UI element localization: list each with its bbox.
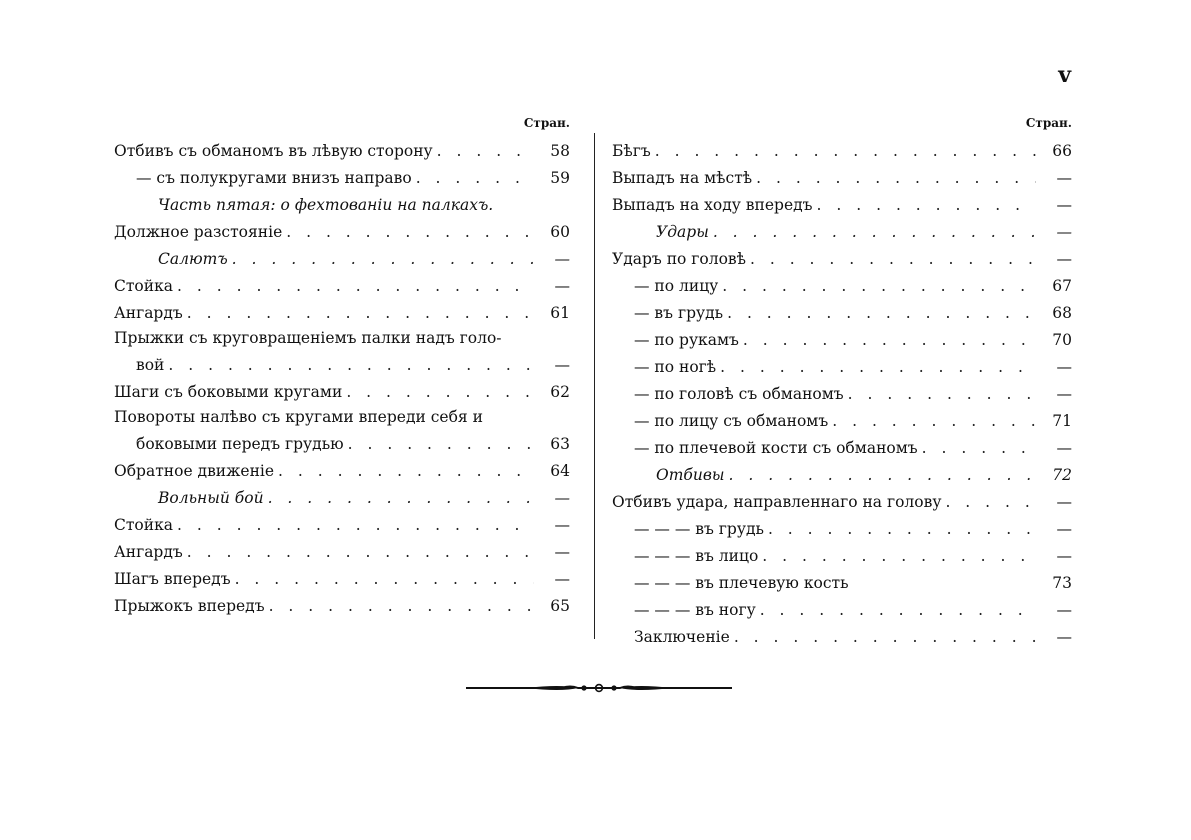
toc-entry xyxy=(612,404,1072,431)
toc-entry xyxy=(114,215,570,242)
toc-entry-page: — xyxy=(1056,520,1072,538)
toc-entry xyxy=(612,188,1072,215)
toc-entry-page: — xyxy=(1056,439,1072,457)
toc-entry xyxy=(114,161,570,188)
dot-leader xyxy=(941,492,1036,512)
toc-entry xyxy=(612,350,1072,377)
toc-entry-page: 71 xyxy=(1052,412,1072,430)
dot-leader xyxy=(433,141,534,161)
dot-leader xyxy=(844,384,1036,404)
toc-entry-title: Ангардъ xyxy=(114,543,183,561)
toc-entry-title: Стойка xyxy=(114,516,174,534)
toc-entry xyxy=(114,188,570,215)
toc-entry xyxy=(612,377,1072,404)
toc-entry-page: — xyxy=(1056,196,1072,214)
column-divider xyxy=(594,133,595,639)
toc-entry-title: Должное разстояніе xyxy=(114,223,283,241)
toc-entry xyxy=(114,402,570,427)
toc-entry-page: — xyxy=(554,250,570,268)
toc-entry-page: 61 xyxy=(550,304,570,322)
toc-entry xyxy=(612,134,1072,161)
dot-leader xyxy=(342,382,534,402)
toc-entry xyxy=(114,508,570,535)
toc-entry-title: — съ полукругами внизъ направо xyxy=(136,169,412,187)
toc-entry-page: 60 xyxy=(550,223,570,241)
toc-entry-title: — — — въ ногу xyxy=(634,601,756,619)
toc-entry-page: — xyxy=(554,516,570,534)
toc-entry xyxy=(612,512,1072,539)
toc-entry-page: — xyxy=(554,277,570,295)
toc-entry xyxy=(612,485,1072,512)
toc-entry-title: — — — въ лицо xyxy=(634,547,759,565)
dot-leader xyxy=(412,168,534,188)
toc-entry-title: — въ грудь xyxy=(634,304,724,322)
toc-entry-title: Прыжки съ круговращеніемъ палки надъ голо- xyxy=(114,329,502,347)
toc-entry-title: Удары xyxy=(656,223,709,241)
toc-entry-title: Отбивъ удара, направленнаго на голову xyxy=(612,493,942,511)
toc-entry xyxy=(612,269,1072,296)
toc-entry xyxy=(114,323,570,348)
toc-entry xyxy=(114,481,570,508)
toc-right-rows xyxy=(612,134,1072,647)
toc-entry-title: Часть пятая: о фехтованіи на палкахъ. xyxy=(158,196,494,214)
toc-entry-title: — по плечевой кости съ обманомъ xyxy=(634,439,918,457)
dot-leader xyxy=(828,411,1036,431)
toc-entry-page: — xyxy=(1056,169,1072,187)
toc-entry-title: вой xyxy=(136,356,165,374)
toc-entry-page: — xyxy=(1056,493,1072,511)
toc-entry xyxy=(612,161,1072,188)
dot-leader xyxy=(173,515,534,535)
dot-leader xyxy=(723,303,1036,323)
toc-entry-page: 66 xyxy=(1052,142,1072,160)
toc-entry xyxy=(114,348,570,375)
dot-leader xyxy=(718,276,1036,296)
dot-leader xyxy=(725,465,1037,485)
toc-entry-title: Бѣгъ xyxy=(612,142,651,160)
dot-leader xyxy=(730,627,1036,647)
dot-leader xyxy=(758,546,1036,566)
toc-right-column xyxy=(612,112,1072,647)
dot-leader xyxy=(709,222,1036,242)
dot-leader xyxy=(716,357,1036,377)
page-column-header: Стран. xyxy=(523,116,570,130)
toc-entry-title: Стойка xyxy=(114,277,174,295)
toc-entry-page: 64 xyxy=(550,462,570,480)
toc-entry-page: — xyxy=(1056,628,1072,646)
dot-leader xyxy=(164,355,534,375)
toc-entry-title: Шаги съ боковыми кругами xyxy=(114,383,343,401)
toc-entry xyxy=(114,454,570,481)
toc-entry xyxy=(612,323,1072,350)
page-column-header: Стран. xyxy=(1025,116,1072,130)
dot-leader xyxy=(344,434,534,454)
toc-entry xyxy=(114,589,570,616)
toc-entry-page: 72 xyxy=(1052,466,1072,484)
dot-leader xyxy=(756,600,1036,620)
toc-entry-page: 59 xyxy=(550,169,570,187)
toc-entry-title: Ангардъ xyxy=(114,304,183,322)
toc-entry xyxy=(612,431,1072,458)
toc-entry-page: — xyxy=(554,570,570,588)
toc-entry-page: — xyxy=(1056,385,1072,403)
toc-entry-title: — по ногѣ xyxy=(634,358,717,376)
toc-entry-page: 62 xyxy=(550,383,570,401)
toc-entry-title: Выпадъ на мѣстѣ xyxy=(612,169,753,187)
toc-entry xyxy=(114,375,570,402)
dot-leader xyxy=(173,276,534,296)
dot-leader xyxy=(651,141,1036,161)
toc-entry xyxy=(114,427,570,454)
dot-leader xyxy=(228,249,534,269)
toc-entry xyxy=(612,566,1072,593)
toc-entry-page: — xyxy=(1056,358,1072,376)
toc-entry-title: Отбивы xyxy=(656,466,725,484)
toc-entry-title: Выпадъ на ходу впередъ xyxy=(612,196,813,214)
toc-entry xyxy=(612,539,1072,566)
toc-entry xyxy=(114,134,570,161)
toc-entry xyxy=(612,215,1072,242)
toc-entry-page: — xyxy=(554,543,570,561)
dot-leader xyxy=(265,596,534,616)
dot-leader xyxy=(183,303,534,323)
toc-entry xyxy=(612,458,1072,485)
toc-entry-title: Ударъ по головѣ xyxy=(612,250,746,268)
toc-entry-page: 70 xyxy=(1052,331,1072,349)
toc-entry-page: — xyxy=(554,489,570,507)
toc-entry-title: — по лицу съ обманомъ xyxy=(634,412,829,430)
toc-entry-title: — по лицу xyxy=(634,277,719,295)
dot-leader xyxy=(918,438,1036,458)
toc-entry-page: 65 xyxy=(550,597,570,615)
toc-entry xyxy=(612,296,1072,323)
toc-entry-title: боковыми передъ грудью xyxy=(136,435,344,453)
toc-entry-page: 73 xyxy=(1052,574,1072,592)
toc-entry-title: — — — въ грудь xyxy=(634,520,764,538)
dot-leader xyxy=(274,461,534,481)
toc-left-rows xyxy=(114,134,570,616)
dot-leader xyxy=(752,168,1036,188)
toc-entry-title: Отбивъ съ обманомъ въ лѣвую сторону xyxy=(114,142,433,160)
dot-leader xyxy=(183,542,534,562)
toc-entry-page: — xyxy=(1056,223,1072,241)
page-number: v xyxy=(1058,62,1071,88)
toc-entry xyxy=(114,535,570,562)
toc-entry-title: Заключеніе xyxy=(634,628,730,646)
toc-entry-page: — xyxy=(1056,250,1072,268)
dot-leader xyxy=(282,222,534,242)
toc-entry-title: Шагъ впередъ xyxy=(114,570,231,588)
dot-leader xyxy=(231,569,534,589)
toc-entry-page: 63 xyxy=(550,435,570,453)
toc-entry xyxy=(114,562,570,589)
toc-entry-page: — xyxy=(554,356,570,374)
toc-entry xyxy=(114,242,570,269)
dot-leader xyxy=(264,488,534,508)
toc-entry-title: Прыжокъ впередъ xyxy=(114,597,265,615)
toc-entry-title: Повороты налѣво съ кругами впереди себя и xyxy=(114,408,483,426)
toc-entry-title: Салютъ xyxy=(158,250,228,268)
dot-leader xyxy=(739,330,1036,350)
toc-left-column xyxy=(114,112,570,616)
toc-entry xyxy=(114,269,570,296)
decorative-ornament xyxy=(466,681,732,695)
toc-entry-title: — — — въ плечевую кость xyxy=(634,574,849,592)
toc-entry xyxy=(612,620,1072,647)
dot-leader xyxy=(746,249,1036,269)
toc-entry-page: — xyxy=(1056,601,1072,619)
toc-entry-page: 58 xyxy=(550,142,570,160)
toc-entry xyxy=(612,242,1072,269)
toc-entry-title: Вольный бой xyxy=(158,489,264,507)
toc-entry-page: — xyxy=(1056,547,1072,565)
toc-entry-title: — по рукамъ xyxy=(634,331,739,349)
toc-entry-title: Обратное движеніе xyxy=(114,462,275,480)
toc-entry xyxy=(114,296,570,323)
toc-entry-title: — по головѣ съ обманомъ xyxy=(634,385,844,403)
dot-leader xyxy=(764,519,1036,539)
toc-entry-page: 67 xyxy=(1052,277,1072,295)
toc-entry xyxy=(612,593,1072,620)
dot-leader xyxy=(813,195,1036,215)
toc-entry-page: 68 xyxy=(1052,304,1072,322)
